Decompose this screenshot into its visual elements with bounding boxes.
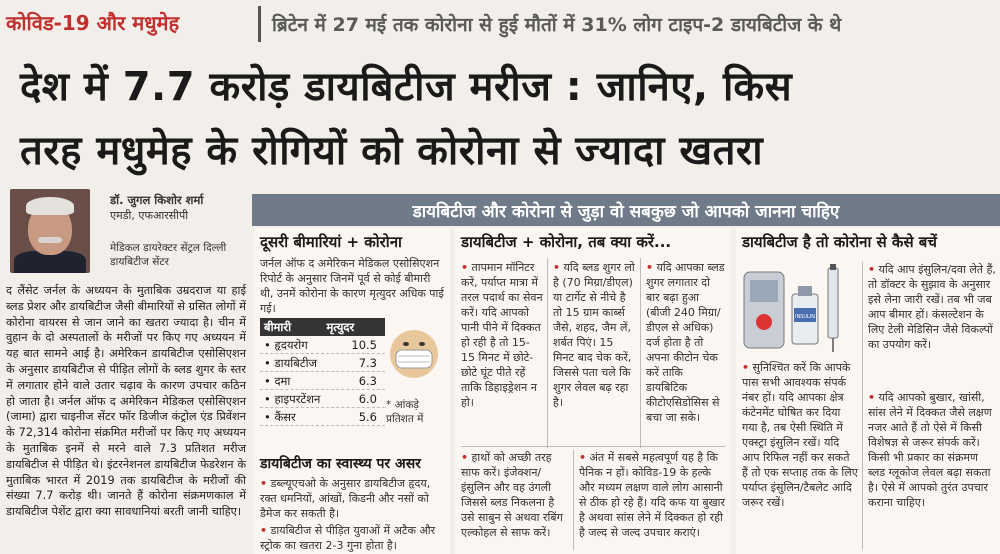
col1-title: दूसरी बीमारियां + कोरोना [260, 233, 402, 251]
table-note: * आंकड़े प्रतिशत में [386, 399, 424, 425]
author-designation: मेडिकल डायरेक्टर सेंट्रल दिल्ली डायबिटीज सेंटर [110, 242, 227, 268]
row-disease: • डायबिटीज [264, 356, 318, 370]
author-name: डॉ. जुगल किशोर शर्मा [110, 193, 204, 207]
tip-hygiene: • हाथों को अच्छी तरह साफ करें। इंजेक्शन/इंसुलिन और वह उंगली जिससे ब्लड निकलना है उसे साबुन से अथवा रबिंग एल्कोहल से साफ करें। [461, 451, 563, 539]
column-how-to-protect [736, 228, 1000, 554]
kicker-strip [0, 0, 1000, 50]
column-what-to-do [455, 228, 731, 554]
tip-text: यदि आप इंसुलिन/दवा लेते हैं, तो डॉक्टर के सुझाव के अनुसार इसे लेना जारी रखें। तब भी जब आप बीमार हों। कंसल्टेशन के लिए टेली मेडिसिन जैसे विकल्पों का उपयोग करें। [868, 263, 996, 351]
tip-continue-insulin: • यदि आप इंसुलिन/दवा लेते हैं, तो डॉक्टर के सुझाव के अनुसार इसे लेना जारी रखें। तब भी जब आप बीमार हों। कंसल्टेशन के लिए टेली मेडिसिन जैसे विकल्पों का उपयोग करें। [868, 263, 996, 351]
tip-low-sugar: • यदि ब्लड शुगर लो है (70 मिग्रा/डीएल) या टार्गेट से नीचे है तो 15 ग्राम कार्ब्स जैसे, शहद, जैम लें, शर्बत पिएं। 15 मिनट बाद चेक करें, जिससे पता चले कि शुगर लेवल बढ़ रहा है। [553, 261, 635, 409]
headline-line-2: तरह मधुमेह के रोगियों को कोरोना से ज्यादा खतरा [20, 128, 764, 174]
kicker-text: ब्रिटेन में 27 मई तक कोरोना से हुई मौतों में 31% लोग टाइप-2 डायबिटीज के थे [272, 14, 842, 36]
list-item: • डायबिटीज से पीड़ित युवाओं में अटैक और स्ट्रोक का खतरा 2-3 गुना होता है। [260, 524, 436, 552]
row-rate: 10.5 [351, 338, 377, 352]
headline-line-1: देश में 7.7 करोड़ डायबिटीज मरीज : जानिए, किस [20, 64, 793, 110]
table-row [260, 408, 385, 426]
col1-intro: जर्नल ऑफ द अमेरिकन मेडिकल एसोसिएशन रिपोर्ट के अनुसार जिनमें पूर्व से कोई बीमारी थी, उनमें कोरोना के कारण मृत्युदर अधिक पाई गई। [260, 257, 444, 315]
tip-text: यदि आपका ब्लड शुगर लगातार दो बार बढ़ा हुआ (बीजी 240 मिग्रा/डीएल से अधिक) दर्ज होता है तो अपना कीटोन चेक करें ताकि डायबिटिक कीटोएसिडोसिस से बचा जा सके। [646, 261, 725, 424]
section-banner [252, 194, 1000, 226]
bullet-text: डब्ल्यूएचओ के अनुसार डायबिटीज हृदय, रक्त धमनियों, आंखों, किडनी और नसों को डैमेज कर सकती है। [260, 477, 431, 520]
tip-text: यदि ब्लड शुगर लो है (70 मिग्रा/डीएल) या टार्गेट से नीचे है तो 15 ग्राम कार्ब्स जैसे, शहद, जैम लें, शर्बत पिएं। 15 मिनट बाद चेक करें, जिससे पता चले कि शुगर लेवल बढ़ रहा है। [553, 261, 635, 409]
tip-fever: • यदि आपको बुखार, खांसी, सांस लेने में दिक्कत जैसे लक्षण नजर आते हैं तो ऐसे में किसी विशेषज्ञ से जरूर संपर्क करें। किसी भी प्रकार का संक्रमण ब्लड ग्लूकोज लेवल बढ़ा सकता है। ऐसे में आपको तुरंत उपचार कराना चाहिए। [868, 391, 992, 509]
table-header-disease: बीमारी [264, 320, 292, 334]
table-row [260, 390, 385, 408]
device-label: INSULIN [794, 314, 816, 320]
row-disease: • दमा [264, 374, 291, 388]
list-item: • डब्ल्यूएचओ के अनुसार डायबिटीज हृदय, रक्त धमनियों, आंखों, किडनी और नसों को डैमेज कर सकती है। [260, 477, 431, 520]
tip-text: तापमान मॉनिटर करें, पर्याप्त मात्रा में तरल पदार्थ का सेवन करें। यदि आपको पानी पीने में दिक्कत हो रही है तो 15-15 मिनट में छोटे-छोटे घूंट पीते रहें ताकि डिहाइड्रेशन न हो। [461, 261, 543, 409]
banner-title: डायबिटीज और कोरोना से जुड़ा वो सबकुछ जो आपको जानना चाहिए [412, 202, 840, 222]
author-photo [10, 189, 90, 273]
tip-text: हाथों को अच्छी तरह साफ करें। इंजेक्शन/इंसुलिन और वह उंगली जिससे ब्लड निकलना है उसे साबुन से अथवा रबिंग एल्कोहल से साफ करें। [461, 451, 563, 539]
face-mask-icon [384, 326, 444, 382]
table-row [260, 336, 385, 354]
bullet-text: डायबिटीज से पीड़ित युवाओं में अटैक और स्ट्रोक का खतरा 2-3 गुना होता है। [260, 524, 436, 552]
column-other-diseases [254, 228, 450, 554]
tip-temperature: • तापमान मॉनिटर करें, पर्याप्त मात्रा में तरल पदार्थ का सेवन करें। यदि आपको पानी पीने में दिक्कत हो रही है तो 15-15 मिनट में छोटे-छोटे घूंट पीते रहें ताकि डिहाइड्रेशन न हो। [461, 261, 543, 409]
tip-ketone: • यदि आपका ब्लड शुगर लगातार दो बार बढ़ा हुआ (बीजी 240 मिग्रा/डीएल से अधिक) दर्ज होता है तो अपना कीटोन चेक करें ताकि डायबिटिक कीटोएसिडोसिस से बचा जा सके। [646, 261, 725, 424]
col2-title: डायबिटीज + कोरोना, तब क्या करें... [461, 233, 672, 251]
row-disease: • हृदयरोग [264, 338, 308, 352]
author-block [10, 189, 250, 275]
tip-no-panic: • अंत में सबसे महत्वपूर्ण यह है कि पैनिक न हों। कोविड-19 के हल्के और मध्यम लक्षण वाले लोग आसानी से ठीक हो रहे हैं। यदि कफ या बुखार है अथवा सांस लेने में दिक्कत हो रही है जल्द से जल्द उपचार कराएं। [579, 451, 725, 539]
row-rate: 6.3 [358, 374, 377, 388]
col1-subtitle: डायबिटीज का स्वास्थ्य पर असर [260, 456, 421, 472]
left-article-text: द लैंसेट जर्नल के अध्ययन के मुताबिक उम्रदराज या हाई ब्लड प्रेशर और डायबिटीज जैसी बीमारियों से ग्रसित लोगों में कोरोना वायरस से जान जाने का खतरा ज्यादा है। चीन में वुहान के दो अस्पतालों के मरीजों पर किए गए अध्ययन में यह बात सामने आई है। अमेरिकन डायबिटीज एसोसिएशन के अनुसार डायबिटीज से पीड़ित लोगों के ब्लड शुगर के स्तर में लगातार होने वाले उतार चढ़ाव के कारण उपचार कठिन हो जाता है। जर्नल ऑफ द अमेरिकन मेडिकल एसोसिएशन (जामा) द्वारा चाइनीज सेंटर फॉर डिजीज कंट्रोल एंड प्रिवेंशन के 72,314 कोरोना संक्रमित मरीजों पर किए गए अध्ययन के मुताबिक इनमें से मरने वाले 7.3 प्रतिशत मरीज डायबिटीज से पीड़ित थे। इंटरनेशनल डायबिटीज फेडरेशन के मुताबिक भारत में 2019 तक डायबिटीज के मरीजों की संख्या 7.7 करोड़ थी। जानते हैं कोरोना संक्रमणकाल में डायबिटीज पेशेंट द्वारा क्या सावधानियां बरती जानी चाहिए। [6, 284, 246, 519]
tip-text: अंत में सबसे महत्वपूर्ण यह है कि पैनिक न हों। कोविड-19 के हल्के और मध्यम लक्षण वाले लोग आसानी से ठीक हो रहे हैं। यदि कफ या बुखार है अथवा सांस लेने में दिक्कत हो रही है जल्द से जल्द उपचार कराएं। [579, 451, 725, 539]
table-header [260, 318, 385, 336]
row-disease: • कैंसर [264, 410, 296, 424]
tip-text: यदि आपको बुखार, खांसी, सांस लेने में दिक्कत जैसे लक्षण नजर आते हैं तो ऐसे में किसी विशेषज्ञ से जरूर संपर्क करें। किसी भी प्रकार का संक्रमण ब्लड ग्लूकोज लेवल बढ़ा सकता है। ऐसे में आपको तुरंत उपचार कराना चाहिए। [868, 391, 992, 509]
table-row [260, 372, 385, 390]
kicker-divider [258, 6, 261, 42]
table-row [260, 354, 385, 372]
row-disease: • हाइपरटेंशन [264, 392, 321, 406]
insulin-devices-icon [742, 264, 860, 354]
col3-title: डायबिटीज है तो कोरोना से कैसे बचें [742, 233, 937, 251]
mortality-table [260, 318, 385, 426]
kicker-tag: कोविड-19 और मधुमेह [6, 11, 180, 35]
table-header-rate: मृत्युदर [326, 320, 355, 334]
row-rate: 6.0 [358, 392, 377, 406]
tip-text: सुनिश्चित करें कि आपके पास सभी आवश्यक संपर्क नंबर हों। यदि आपका क्षेत्र कंटेनमेंट घोषित कर दिया गया है, तब ऐसी स्थिति में एक्स्ट्रा इंसुलिन रखें। यदि आप रिफिल नहीं कर सकते हैं तो एक सप्ताह तक के लिए पर्याप्त इंसुलिन/टैबलेट आदि जरूर रखें। [742, 361, 858, 509]
tip-contacts: • सुनिश्चित करें कि आपके पास सभी आवश्यक संपर्क नंबर हों। यदि आपका क्षेत्र कंटेनमेंट घोषित कर दिया गया है, तब ऐसी स्थिति में एक्स्ट्रा इंसुलिन रखें। यदि आप रिफिल नहीं कर सकते हैं तो एक सप्ताह तक के लिए पर्याप्त इंसुलिन/टैबलेट आदि जरूर रखें। [742, 361, 858, 509]
health-impact-section [254, 450, 450, 554]
row-rate: 5.6 [358, 410, 377, 424]
row-rate: 7.3 [358, 356, 377, 370]
author-degree: एमडी, एफआरसीपी [110, 209, 189, 222]
